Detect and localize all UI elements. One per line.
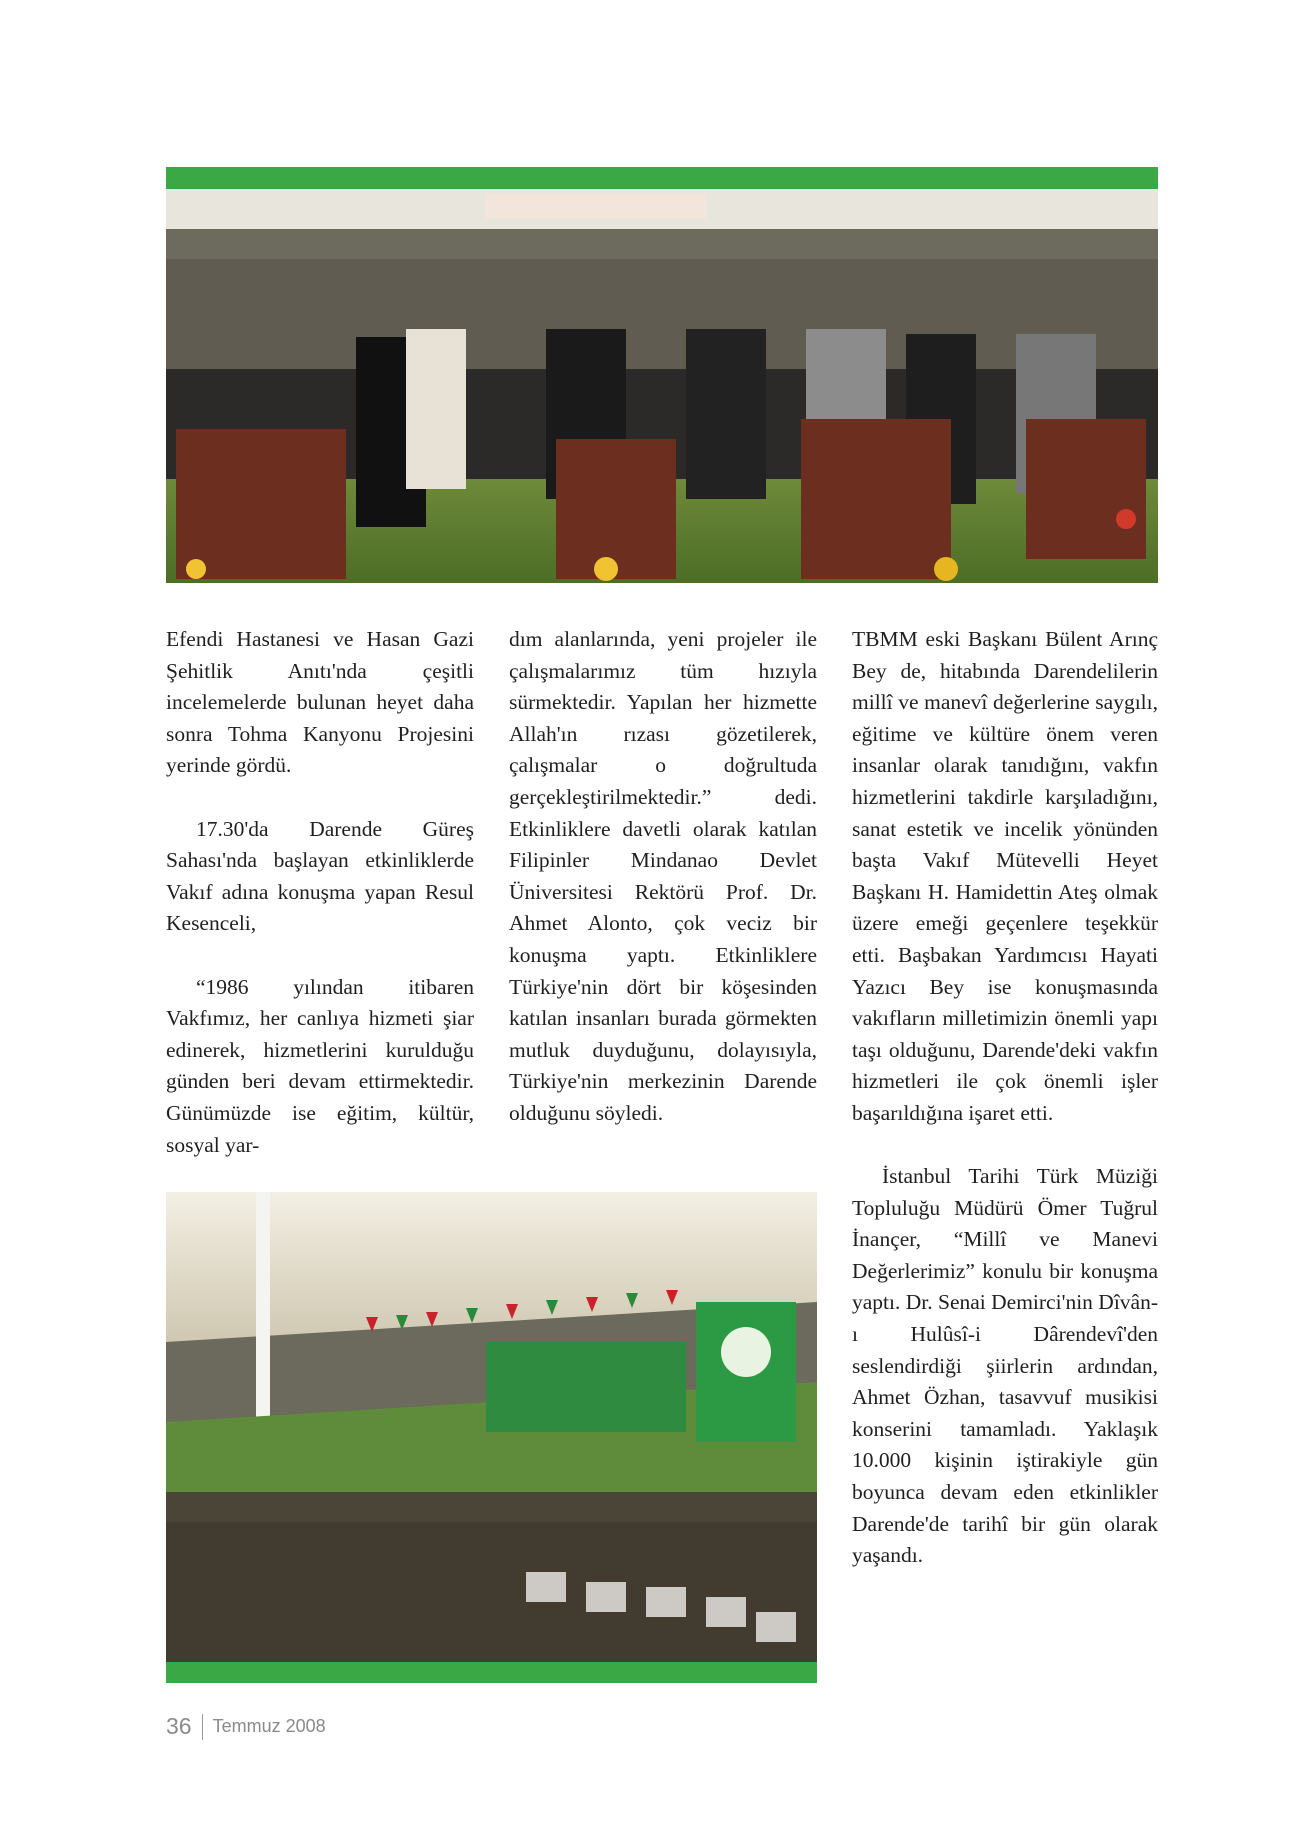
text-column-3 (852, 624, 1158, 1572)
bottom-photo-crowd-under-tent (166, 1192, 817, 1662)
top-green-bar (166, 167, 1158, 189)
text-column-2 (509, 624, 817, 1130)
issue-date: Temmuz 2008 (212, 1716, 326, 1736)
col1-paragraph-2: 17.30'da Darende Güreş Sahası'nda başlayan etkinliklerde Vakıf adına konuşma yapan Resul Kesenceli, (166, 816, 474, 936)
col1-paragraph-1: Efendi Hastanesi ve Hasan Gazi Şehitlik Anıtı'nda çeşitli incelemelerde bulunan heyet daha sonra Tohma Kanyonu Projesini yerinde gördü. (166, 627, 474, 778)
bottom-green-bar (166, 1662, 817, 1683)
page-number: 36 (166, 1713, 192, 1739)
footer-divider (202, 1714, 203, 1740)
col2-paragraph-1: dım alanlarında, yeni projeler ile çalışmalarımız tüm hızıyla sürmektedir. Yapılan her hizmette Allah'ın rızası gözetilerek, çalışmalar o doğrultuda gerçekleştirilmektedir.” dedi. Etkinliklere davetli olarak katılan Filipinler Mindanao Devlet Üniversitesi Rektörü Prof. Dr. Ahmet Alonto, çok veciz bir konuşma yaptı. Etkinliklere Türkiye'nin dört bir köşesinden katılan insanları burada görmekten mutluk duyduğunu, dolayısıyla, Türkiye'nin merkezinin Darende olduğunu söyledi. (509, 627, 817, 1125)
col3-paragraph-2: İstanbul Tarihi Türk Müziği Topluluğu Müdürü Ömer Tuğrul İnançer, “Millî ve Manevi Değerlerimiz” konulu bir konuşma yaptı. Dr. Senai Demirci'nin Dîvân-ı Hulûsî-i Dârendevî'den seslendirdiği şiirlerin ardından, Ahmet Özhan, tasavvuf musikisi konserini tamamladı. Yaklaşık 10.000 kişinin iştirakiyle gün boyunca devam eden etkinlikler Darende'de tarihî bir gün olarak yaşandı. (852, 1164, 1158, 1568)
col3-paragraph-1: TBMM eski Başkanı Bülent Arınç Bey de, hitabında Darendelilerin millî ve manevî değerlerine saygılı, eğitime ve kültüre önem veren insanlar olarak tanıdığını, vakfın hizmetlerini takdirle karşıladığını, sanat estetik ve incelik yönünden başta Vakıf Mütevelli Heyet Başkanı H. Hamidettin Ateş olmak üzere emeği geçenlere teşekkür etti. Başbakan Yardımcısı Hayati Yazıcı Bey ise konuşmasında vakıfların milletimizin önemli yapı taşı olduğunu, Darende'deki vakfın hizmetleri ile çok önemli işler başarıldığına işaret etti. (852, 627, 1158, 1125)
page-footer (166, 1713, 326, 1740)
text-column-1 (166, 624, 474, 1161)
col1-paragraph-3: “1986 yılından itibaren Vakfımız, her canlıya hizmeti şiar edinerek, hizmetlerini kurulduğu günden beri devam ettirmektedir. Günümüzde ise eğitim, kültür, sosyal yar- (166, 974, 474, 1157)
top-photo-dignitaries-seated (166, 189, 1158, 583)
